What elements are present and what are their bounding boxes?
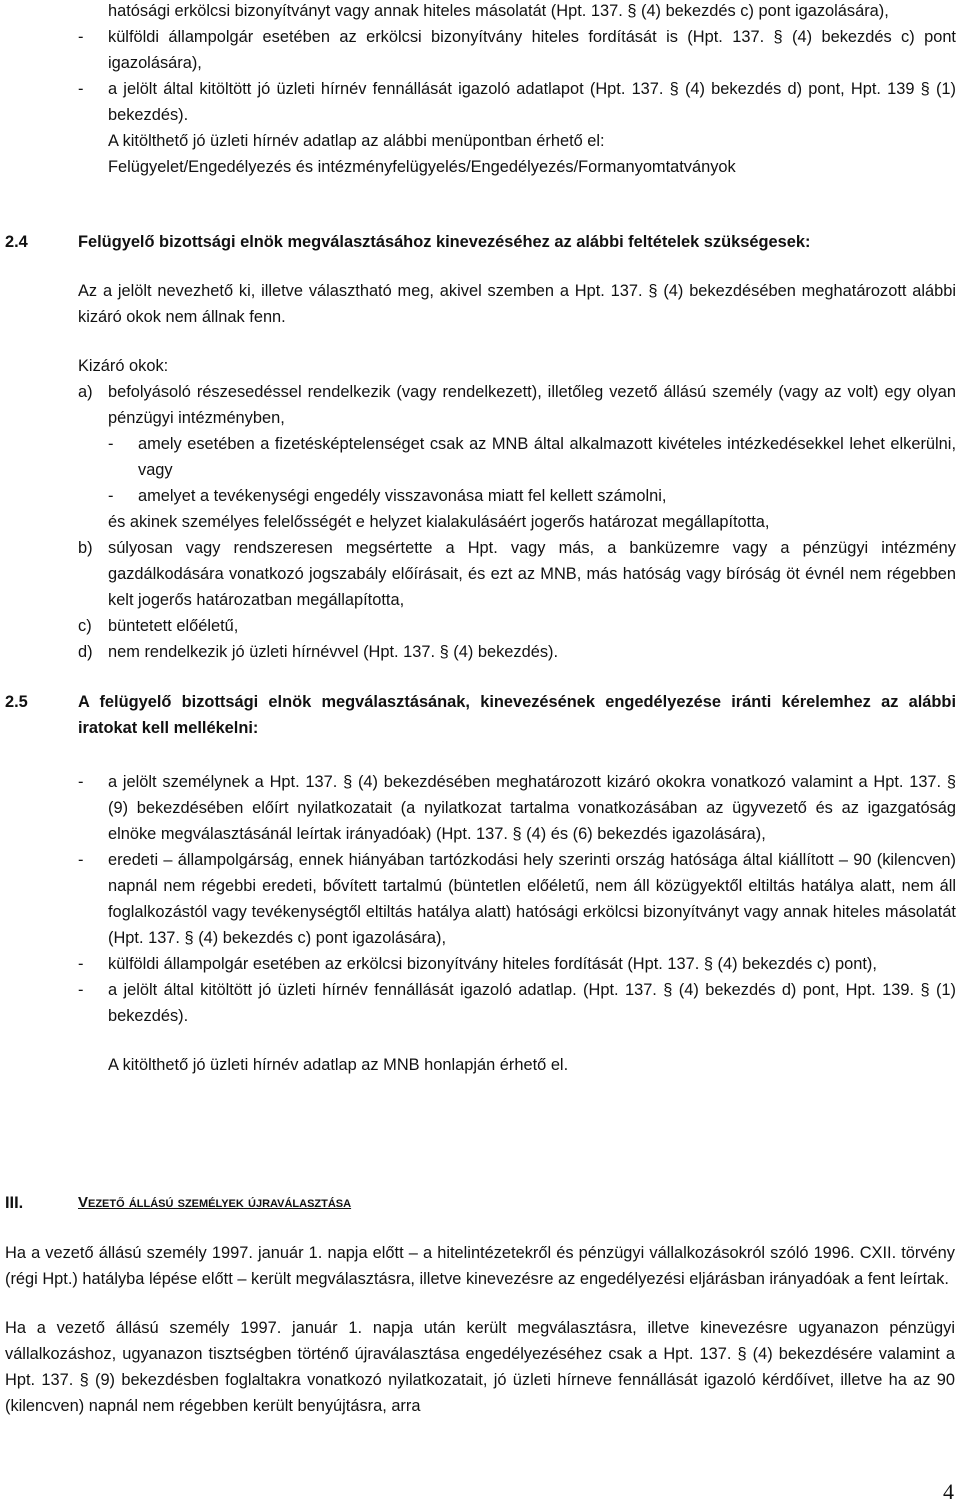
note-line: A kitölthető jó üzleti hírnév adatlap az alábbi menüpontban érhető el: bbox=[108, 132, 605, 150]
section-number: 2.5 bbox=[5, 693, 28, 711]
item-text: befolyásoló részesedéssel rendelkezik (vagy rendelkezett), illetőleg vezető állású személy (vagy az volt) egy olyan pénzügyi intézményben, bbox=[108, 383, 956, 427]
list-item bbox=[78, 24, 956, 76]
dash-bullet: - bbox=[108, 487, 114, 505]
dash-bullet: - bbox=[78, 955, 84, 973]
list-item-text: a jelölt személynek a Hpt. 137. § (4) bekezdésében meghatározott kizáró okokra vonatkozó valamint a Hpt. 137. § (9) bekezdésében előírt nyilatkozatait (a nyilatkozat tartalma vonatkozásában az ügyvezető és az igazgatóság elnöke megválasztásánál leírtak irányadóak) (Hpt. 137. § (4) és (6) bekezdés igazolására), bbox=[108, 773, 956, 843]
item-label: b) bbox=[78, 539, 93, 557]
list-item bbox=[78, 951, 956, 977]
list-item bbox=[78, 977, 956, 1029]
list-item-c bbox=[78, 613, 956, 639]
dash-bullet: - bbox=[78, 80, 84, 98]
item-text: büntetett előéletű, bbox=[108, 617, 239, 635]
dash-bullet: - bbox=[78, 773, 84, 791]
section-title: Vezető állású személyek újraválasztása bbox=[78, 1194, 352, 1211]
section-2-5 bbox=[78, 689, 956, 1078]
subheading: Kizáró okok: bbox=[78, 357, 169, 375]
list-item-text: külföldi állampolgár esetében az erkölcsi bizonyítvány hiteles fordítását is (Hpt. 137. § (4) bekezdés c) pont igazolására), bbox=[108, 28, 956, 72]
section-3-heading bbox=[78, 1190, 956, 1216]
item-text: nem rendelkezik jó üzleti hírnévvel (Hpt. 137. § (4) bekezdés). bbox=[108, 643, 559, 661]
section-2-4 bbox=[78, 229, 956, 665]
section-number: 2.4 bbox=[5, 233, 28, 251]
list-item-text: külföldi állampolgár esetében az erkölcsi bizonyítvány hiteles fordítását (Hpt. 137. § (4) bekezdés c) pont), bbox=[108, 955, 877, 973]
sub-item-text: amely esetében a fizetésképtelenséget csak az MNB által alkalmazott kivételes intézkedésekkel lehet elkerülni, vagy bbox=[138, 435, 956, 479]
list-item bbox=[78, 769, 956, 847]
attachment-list bbox=[78, 769, 956, 1078]
list-item bbox=[78, 76, 956, 128]
item-text: súlyosan vagy rendszeresen megsértette a Hpt. vagy más, a banküzemre vagy a pénzügyi intézmény gazdálkodására vonatkozó jogszabály előírásait, és ezt az MNB, más hatóság vagy bíróság öt évnél nem régebben kelt jogerős határozatban megállapította, bbox=[108, 539, 956, 609]
dash-bullet: - bbox=[78, 981, 84, 999]
dash-bullet: - bbox=[78, 28, 84, 46]
section-paragraph: Az a jelölt nevezhető ki, illetve választható meg, akivel szemben a Hpt. 137. § (4) bekezdésében meghatározott alábbi kizáró okok nem állnak fenn. bbox=[78, 282, 956, 326]
list-item-text: a jelölt által kitöltött jó üzleti hírnév fennállását igazoló adatlapot (Hpt. 137. § (4) bekezdés d) pont, Hpt. 139 § (1) bekezdés). bbox=[108, 80, 956, 124]
section-title: A felügyelő bizottsági elnök megválasztásának, kinevezésének engedélyezése iránti kérelemhez az alábbi iratokat kell mellékelni: bbox=[78, 693, 956, 737]
sub-list-item bbox=[108, 431, 956, 483]
list-item-b bbox=[78, 535, 956, 613]
item-label: c) bbox=[78, 617, 92, 635]
dash-bullet: - bbox=[78, 851, 84, 869]
list-item-text: eredeti – állampolgárság, ennek hiányában tartózkodási hely szerinti ország hatósága által kiállított – 90 (kilencven) napnál nem régebbi eredeti, bővített tartalmú (büntetlen előéletű, nem áll közügyektől eltiltás hatálya alatt, nem áll foglalkozástól vagy tevékenységtől eltiltás hatálya alatt) hatósági erkölcsi bizonyítványt vagy annak hiteles másolatát (Hpt. 137. § (4) bekezdés c) pont igazolására), bbox=[108, 851, 956, 947]
sub-list-item bbox=[108, 483, 956, 509]
continued-item-text: hatósági erkölcsi bizonyítványt vagy annak hiteles másolatát (Hpt. 137. § (4) bekezdés c) pont igazolására), bbox=[108, 2, 889, 20]
paragraph: Ha a vezető állású személy 1997. január 1. napja előtt – a hitelintézetekről és pénzügyi vállalkozásokról szóló 1996. CXII. törvény (régi Hpt.) hatályba lépése előtt – került megválasztásra, illetve kinevezésre az engedélyezési eljárásban irányadóak a fent leírtak. bbox=[5, 1244, 955, 1288]
menu-path: Felügyelet/Engedélyezés és intézményfelügyelés/Engedélyezés/Formanyomtatványok bbox=[108, 158, 736, 176]
page-number: 4 bbox=[943, 1479, 954, 1504]
item-label: a) bbox=[78, 383, 93, 401]
paragraph: Ha a vezető állású személy 1997. január 1. napja után került megválasztásra, illetve kinevezésre ugyanazon pénzügyi vállalkozáshoz, ugyanazon tisztségben történő újraválasztása engedélyezéséhez csak a Hpt. 137. § (4) bekezdésére valamint a Hpt. 137. § (9) bekezdésben foglaltakra vonatkozó nyilatkozatait, jó üzleti hírneve fennállását igazoló kérdőívet, illetve ha az 90 (kilencven) napnál nem régebben került benyújtásra, arra bbox=[5, 1319, 955, 1415]
dash-bullet: - bbox=[108, 435, 114, 453]
sub-item-text: amelyet a tevékenységi engedély visszavonása miatt fel kellett számolni, bbox=[138, 487, 667, 505]
section-number: III. bbox=[5, 1194, 24, 1212]
item-tail: és akinek személyes felelősségét e helyzet kialakulásáért jogerős határozat megállapította, bbox=[108, 513, 770, 531]
list-item-a bbox=[78, 379, 956, 535]
list-item bbox=[78, 847, 956, 951]
top-continuation bbox=[78, 0, 956, 180]
note-line: A kitölthető jó üzleti hírnév adatlap az MNB honlapján érhető el. bbox=[108, 1056, 569, 1074]
item-label: d) bbox=[78, 643, 93, 661]
list-item-text: a jelölt által kitöltött jó üzleti hírnév fennállását igazoló adatlap. (Hpt. 137. § (4) bekezdés d) pont, Hpt. 139. § (1) bekezdés). bbox=[108, 981, 956, 1025]
section-title: Felügyelő bizottsági elnök megválasztásához kinevezéséhez az alábbi feltételek szükségesek: bbox=[78, 233, 811, 251]
section-3-body bbox=[5, 1240, 955, 1419]
list-item-d bbox=[78, 639, 956, 665]
